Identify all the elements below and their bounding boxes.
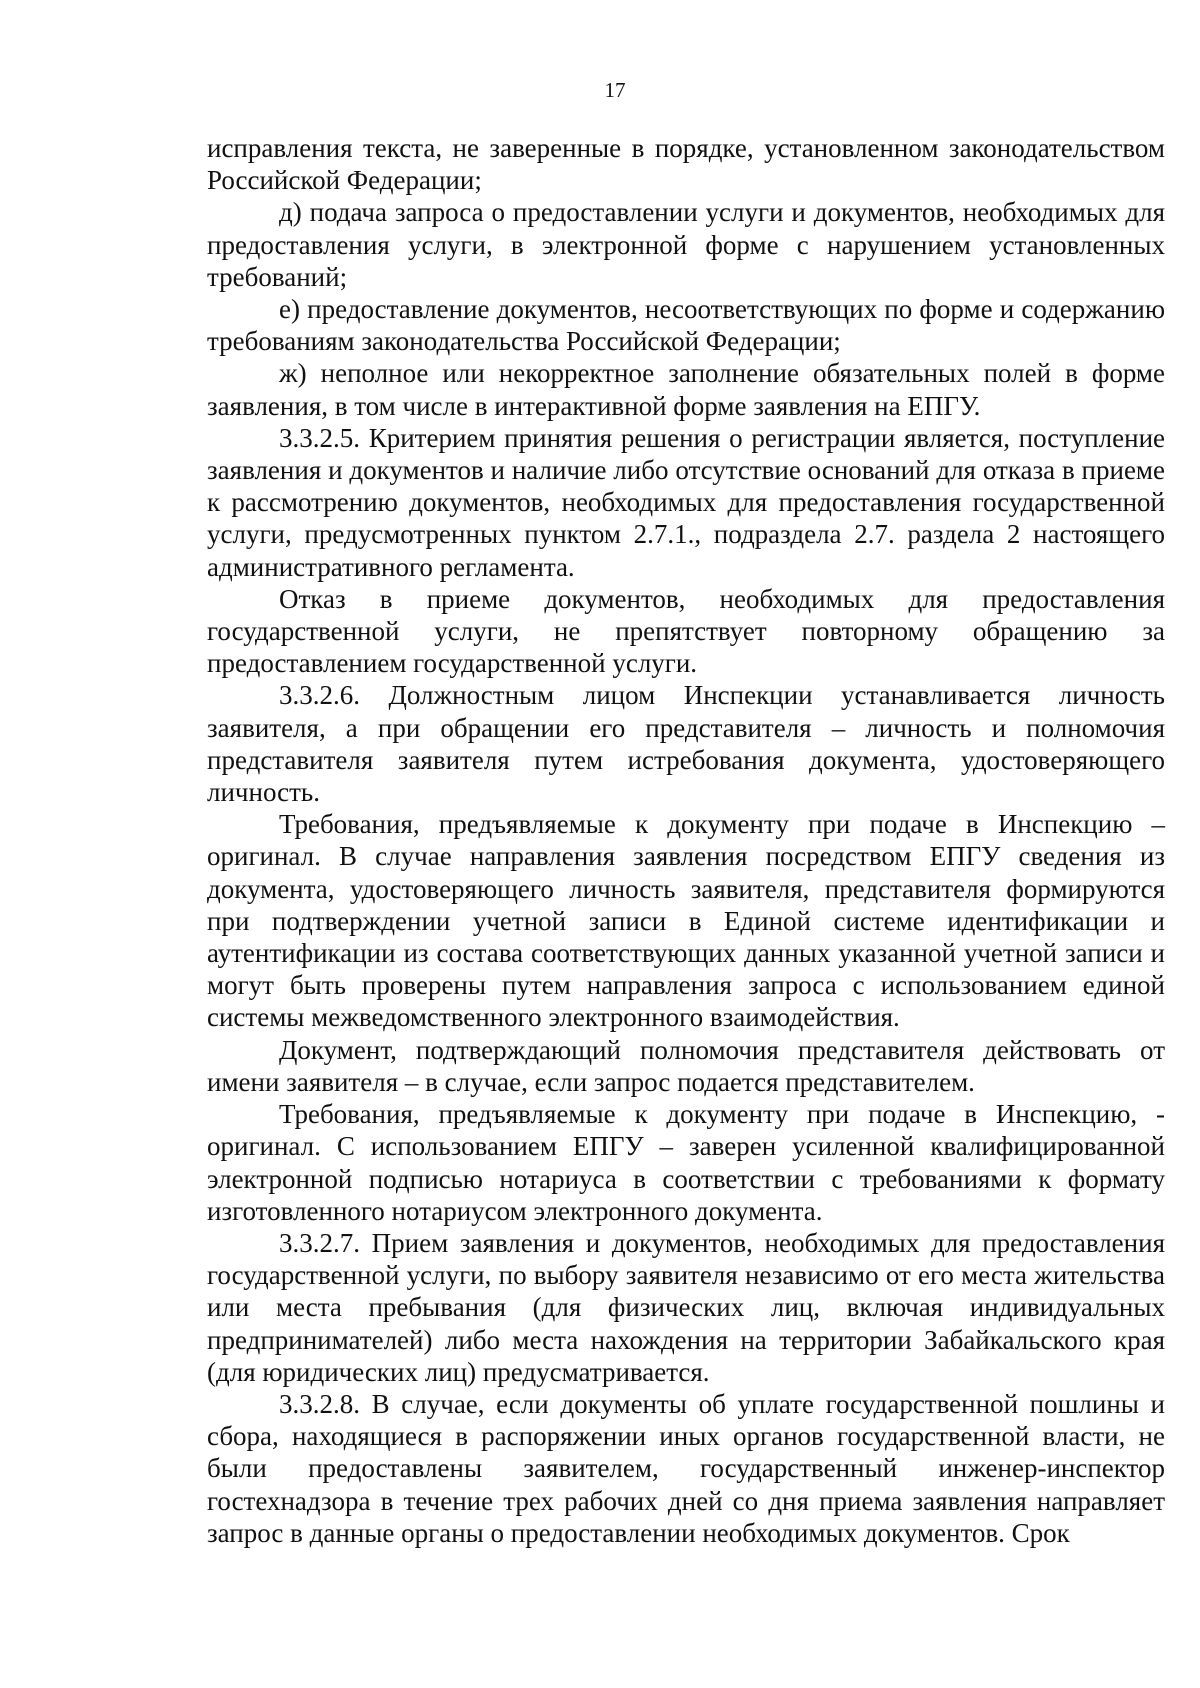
paragraph-refusal: Отказ в приеме документов, необходимых для предоставления государственной услуги, не препятствует повторному обращению за предоставлением государственной услуги. bbox=[207, 583, 1165, 679]
document-body bbox=[207, 132, 1165, 1549]
page-number: 17 bbox=[604, 78, 626, 102]
paragraph-item-d: д) подача запроса о предоставлении услуги и документов, необходимых для предоставления услуги, в электронной форме с нарушением установленных требований; bbox=[207, 197, 1165, 292]
paragraph-item-e: е) предоставление документов, несоответствующих по форме и содержанию требованиям законодательства Российской Федерации; bbox=[207, 294, 1165, 357]
paragraph-3-3-2-5: 3.3.2.5. Критерием принятия решения о регистрации является, поступление заявления и документов и наличие либо отсутствие оснований для отказа в приеме к рассмотрению документов, необходимых для предоставления государственной услуги, предусмотренных пунктом 2.7.1., подраздела 2.7. раздела 2 настоящего административного регламента. bbox=[207, 422, 1165, 582]
paragraph-item-zh: ж) неполное или некорректное заполнение обязательных полей в форме заявления, в том числе в интерактивной форме заявления на ЕПГУ. bbox=[207, 358, 1165, 421]
paragraph-3-3-2-8: 3.3.2.8. В случае, если документы об уплате государственной пошлины и сбора, находящиеся в распоряжении иных органов государственной власти, не были предоставлены заявителем, государственный инженер-инспектор гостехнадзора в течение трех рабочих дней со дня приема заявления направляет запрос в данные органы о предоставлении необходимых документов. Срок bbox=[207, 1388, 1165, 1548]
paragraph-requirements-identity: Требования, предъявляемые к документу при подаче в Инспекцию – оригинал. В случае направления заявления посредством ЕПГУ сведения из документа, удостоверяющего личность заявителя, представителя формируются при подтверждении учетной записи в Единой системе идентификации и аутентификации из состава соответствующих данных указанной учетной записи и могут быть проверены путем направления запроса с использованием единой системы межведомственного электронного взаимодействия. bbox=[207, 809, 1165, 1033]
paragraph-requirements-authority: Требования, предъявляемые к документу при подаче в Инспекцию, - оригинал. С использованием ЕПГУ – заверен усиленной квалифицированной электронной подписью нотариуса в соответствии с требованиями к формату изготовленного нотариусом электронного документа. bbox=[207, 1099, 1165, 1226]
paragraph-3-3-2-7: 3.3.2.7. Прием заявления и документов, необходимых для предоставления государственной услуги, по выбору заявителя независимо от его места жительства или места пребывания (для физических лиц, включая индивидуальных предпринимателей) либо места нахождения на территории Забайкальского края (для юридических лиц) предусматривается. bbox=[207, 1227, 1165, 1387]
paragraph-3-3-2-6: 3.3.2.6. Должностным лицом Инспекции устанавливается личность заявителя, а при обращении его представителя – личность и полномочия представителя заявителя путем истребования документа, удостоверяющего личность. bbox=[207, 680, 1165, 808]
paragraph-continuation: исправления текста, не заверенные в порядке, установленном законодательством Российской Федерации; bbox=[207, 133, 1165, 196]
paragraph-authority-document: Документ, подтверждающий полномочия представителя действовать от имени заявителя – в случае, если запрос подается представителем. bbox=[207, 1034, 1165, 1097]
